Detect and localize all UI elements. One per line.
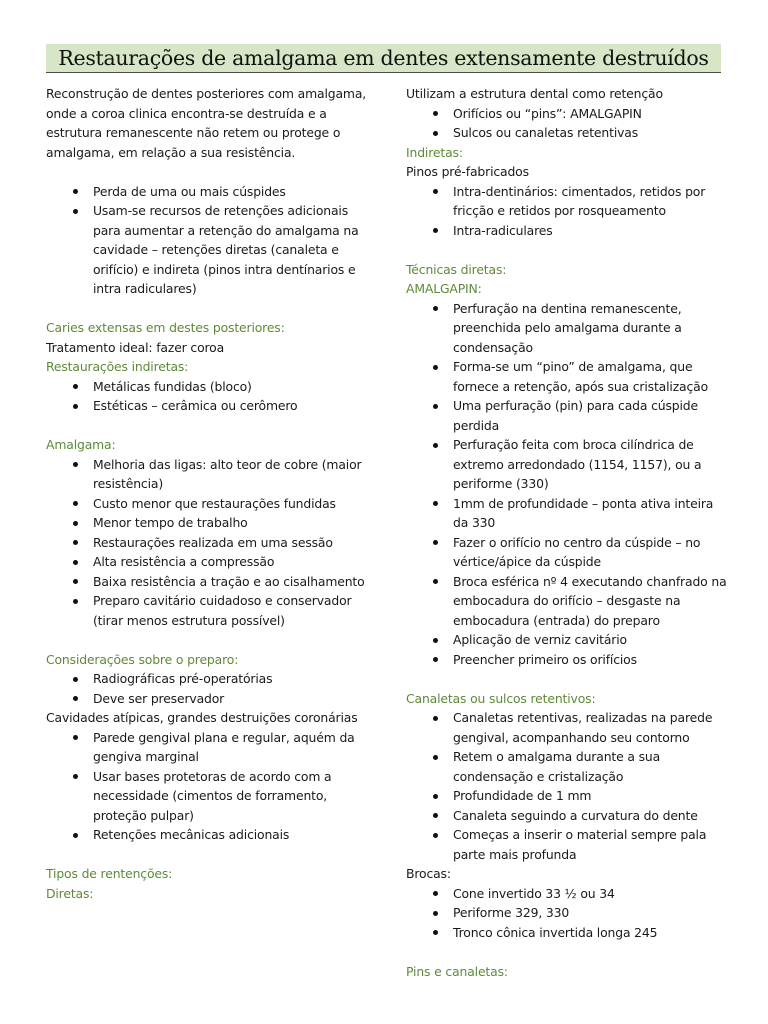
list-item: Fazer o orifício no centro da cúspide – no vértice/ápice da cúspide (406, 533, 732, 572)
list-item: Periforme 329, 330 (406, 903, 732, 923)
retention-list (406, 104, 732, 143)
list-item: Profundidade de 1 mm (406, 786, 732, 806)
list-item: Retem o amalgama durante a sua condensação e cristalização (406, 747, 732, 786)
list-item: Metálicas fundidas (bloco) (46, 377, 368, 397)
preparation-list (46, 669, 368, 708)
retention-text: Utilizam a estrutura dental como retenção (406, 86, 663, 101)
section-heading-direct: Diretas: (46, 885, 94, 901)
list-item: Orifícios ou “pins”: AMALGAPIN (406, 104, 732, 124)
list-item: Começas a inserir o material sempre pala parte mais profunda (406, 825, 732, 864)
list-item: Alta resistência a compressão (46, 552, 368, 572)
pins-text: Pinos pré-fabricados (406, 164, 529, 179)
list-item: Perfuração feita com broca cilíndrica de extremo arredondado (1154, 1157), ou a periforme (330) (406, 435, 732, 494)
list-item: Perda de uma ou mais cúspides (46, 182, 368, 202)
list-item: Menor tempo de trabalho (46, 513, 368, 533)
list-item: Baixa resistência a tração e ao cisalhamento (46, 572, 368, 592)
list-item: Aplicação de verniz cavitário (406, 630, 732, 650)
list-item: Preencher primeiro os orifícios (406, 650, 732, 670)
section-heading-retention-types: Tipos de rentenções: (46, 866, 173, 881)
list-item: Intra-dentinários: cimentados, retidos por fricção e retidos por rosqueamento (406, 182, 732, 221)
list-item: Melhoria das ligas: alto teor de cobre (maior resistência) (46, 455, 368, 494)
burs-list (406, 884, 732, 943)
intro-paragraph: Reconstrução de dentes posteriores com amalgama, onde a coroa clinica encontra-se destruída e a estrutura remanescente não retem ou protege o amalgama, em relação a sua resistência. (46, 86, 367, 160)
list-item: Retenções mecânicas adicionais (46, 825, 368, 845)
list-item: Canaleta seguindo a curvatura do dente (406, 806, 732, 826)
list-item: Intra-radiculares (406, 221, 732, 241)
list-item: Estéticas – cerâmica ou cerômero (46, 396, 368, 416)
section-heading-grooves: Canaletas ou sulcos retentivos: (406, 690, 596, 706)
list-item: Custo menor que restaurações fundidas (46, 494, 368, 514)
list-item: Cone invertido 33 ½ ou 34 (406, 884, 732, 904)
section-heading-caries: Caries extensas em destes posteriores: (46, 320, 285, 335)
list-item: Restaurações realizada em uma sessão (46, 533, 368, 553)
section-heading-amalgapin: AMALGAPIN: (406, 281, 482, 296)
left-column (46, 84, 368, 903)
list-item: Usam-se recursos de retenções adicionais para aumentar a retenção do amalgama na cavidade – retenções diretas (canaleta e orifício) e indireta (pinos intra dentínarios e intra radiculares) (46, 201, 368, 299)
title-banner (46, 44, 721, 73)
list-item: 1mm de profundidade – ponta ativa inteira da 330 (406, 494, 732, 533)
list-item: Tronco cônica invertida longa 245 (406, 923, 732, 943)
cavities-list (46, 728, 368, 845)
caries-text: Tratamento ideal: fazer coroa (46, 339, 225, 355)
cavities-text: Cavidades atípicas, grandes destruições coronárias (46, 710, 358, 725)
list-item: Forma-se um “pino” de amalgama, que fornece a retenção, após sua cristalização (406, 357, 732, 396)
list-item: Radiográficas pré-operatórias (46, 669, 368, 689)
list-item: Broca esférica nº 4 executando chanfrado na embocadura do orifício – desgaste na embocadura (entrada) do preparo (406, 572, 732, 631)
section-heading-preparation: Considerações sobre o preparo: (46, 651, 239, 667)
section-heading-amalgam: Amalgama: (46, 437, 116, 452)
list-item: Sulcos ou canaletas retentivas (406, 123, 732, 143)
amalgapin-list (406, 299, 732, 670)
list-item: Preparo cavitário cuidadoso e conservador (tirar menos estrutura possível) (46, 591, 368, 630)
list-item: Uma perfuração (pin) para cada cúspide perdida (406, 396, 732, 435)
section-heading-indirect: Indiretas: (406, 144, 463, 160)
right-column (406, 84, 732, 981)
grooves-list (406, 708, 732, 864)
section-heading-direct-techniques: Técnicas diretas: (406, 261, 507, 277)
pins-list (406, 182, 732, 241)
list-item: Perfuração na dentina remanescente, preenchida pelo amalgama durante a condensação (406, 299, 732, 358)
list-item: Deve ser preservador (46, 689, 368, 709)
list-item: Parede gengival plana e regular, aquém da gengiva marginal (46, 728, 368, 767)
amalgam-list (46, 455, 368, 631)
section-heading-pins-grooves: Pins e canaletas: (406, 963, 508, 979)
burs-text: Brocas: (406, 866, 451, 881)
indirect-restorations-list (46, 377, 368, 416)
list-item: Canaletas retentivas, realizadas na parede gengival, acompanhando seu contorno (406, 708, 732, 747)
intro-list (46, 182, 368, 299)
list-item: Usar bases protetoras de acordo com a necessidade (cimentos de forramento, proteção pulpar) (46, 767, 368, 826)
section-heading-indirect-restorations: Restaurações indiretas: (46, 359, 189, 374)
document-title: Restaurações de amalgama em dentes extensamente destruídos (58, 46, 709, 70)
